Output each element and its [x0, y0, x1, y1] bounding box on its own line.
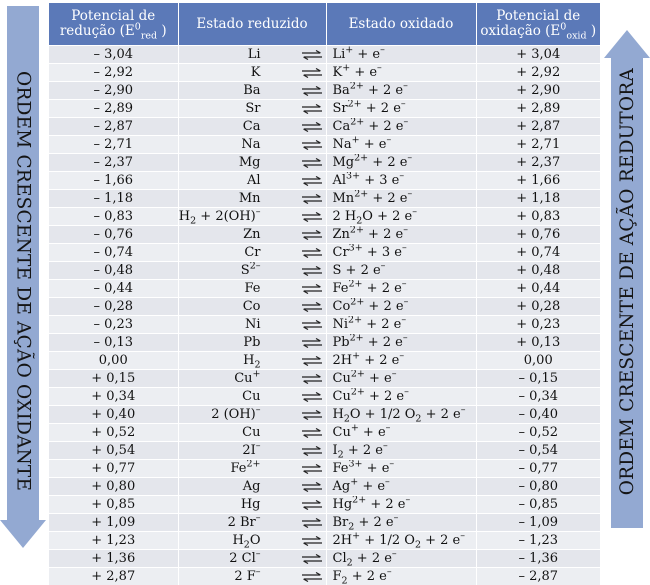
reduced-state-cell	[178, 262, 326, 280]
equilibrium-arrows-icon	[301, 302, 323, 312]
oxidized-state-cell	[326, 316, 476, 334]
header-col1-line2: redução (E	[60, 23, 135, 39]
oxidized-state-cell	[326, 226, 476, 244]
reduced-state-cell	[178, 226, 326, 244]
equilibrium-arrows-icon	[301, 176, 323, 186]
reduced-state-cell	[178, 478, 326, 496]
oxidized-species: $Cu^{2+} + 2$ e–	[327, 389, 409, 404]
reduced-species: 2 Br–	[228, 514, 261, 531]
reduced-state-cell	[178, 406, 326, 424]
reduced-species: Fe	[244, 280, 260, 297]
reduction-potential-cell: + 0,40	[49, 406, 178, 424]
oxidation-potential-cell: + 0,44	[476, 280, 600, 298]
reduced-state-cell	[178, 352, 326, 370]
header-col4-line2: oxidação (E	[480, 23, 560, 39]
table-row	[49, 136, 600, 154]
reduced-species: Li	[248, 46, 261, 63]
table-row	[49, 568, 600, 585]
oxidized-state-cell	[326, 550, 476, 568]
reduced-species: Cu	[242, 424, 260, 441]
reduction-potential-cell: + 0,80	[49, 478, 178, 496]
reduction-potential-cell: – 0,74	[49, 244, 178, 262]
reduced-species: 2 F–	[234, 568, 260, 585]
reduction-potential-cell: – 1,18	[49, 190, 178, 208]
table-row	[49, 370, 600, 388]
table-row	[49, 550, 600, 568]
table-row	[49, 64, 600, 82]
oxidation-potential-cell: + 2,92	[476, 64, 600, 82]
oxidized-species: $Cl_2 + 2$ e–	[327, 551, 397, 566]
table-row	[49, 46, 600, 64]
reduced-state-cell	[178, 190, 326, 208]
equilibrium-arrows-icon	[301, 230, 323, 240]
oxidation-potential-cell: – 1,36	[476, 550, 600, 568]
reduced-species: Na	[241, 136, 260, 153]
oxidation-potential-cell: 0,00	[476, 352, 600, 370]
oxidized-state-cell	[326, 460, 476, 478]
reduced-state-cell	[178, 388, 326, 406]
oxidized-species: $Ba^{2+} + 2$ e–	[327, 83, 408, 98]
equilibrium-arrows-icon	[301, 446, 323, 456]
equilibrium-arrows-icon	[301, 104, 323, 114]
reduced-state-cell	[178, 100, 326, 118]
oxidized-species: $F_2 + 2$ e–	[327, 569, 392, 584]
oxidized-state-cell	[326, 334, 476, 352]
header-col4-sub: oxid	[566, 31, 586, 42]
oxidized-species: $Mg^{2+} + 2$ e–	[327, 155, 413, 170]
equilibrium-arrows-icon	[301, 356, 323, 366]
oxidized-species: $Al^{3+} + 3$ e–	[327, 173, 405, 188]
equilibrium-arrows-icon	[301, 68, 323, 78]
reduced-state-cell	[178, 64, 326, 82]
table-row	[49, 388, 600, 406]
reduced-species: Cr	[244, 244, 260, 261]
reduced-species: Ca	[243, 118, 261, 135]
table-row	[49, 316, 600, 334]
reduction-potential-cell: – 2,90	[49, 82, 178, 100]
reduced-species: Pb	[243, 334, 260, 351]
table-row	[49, 208, 600, 226]
oxidation-potential-cell: – 0,15	[476, 370, 600, 388]
equilibrium-arrows-icon	[301, 518, 323, 528]
reduction-potential-cell: – 0,23	[49, 316, 178, 334]
equilibrium-arrows-icon	[301, 500, 323, 510]
oxidation-potential-cell: + 0,48	[476, 262, 600, 280]
equilibrium-arrows-icon	[301, 266, 323, 276]
reduced-species: Hg	[241, 496, 261, 513]
table-header-row	[49, 3, 600, 46]
oxidized-state-cell	[326, 406, 476, 424]
reduced-species: K	[251, 64, 261, 81]
oxidation-potential-cell: + 0,23	[476, 316, 600, 334]
oxidation-potential-cell: + 2,87	[476, 118, 600, 136]
right-arrow-label: ORDEM CRESCENTE DE AÇÃO REDUTORA	[617, 68, 638, 495]
equilibrium-arrows-icon	[301, 122, 323, 132]
oxidation-potential-cell: + 2,89	[476, 100, 600, 118]
oxidized-state-cell	[326, 442, 476, 460]
oxidized-species: $I_2 + 2$ e–	[327, 443, 388, 458]
reduced-state-cell	[178, 82, 326, 100]
reduced-state-cell	[178, 460, 326, 478]
table-row	[49, 118, 600, 136]
reduction-potential-cell: + 0,54	[49, 442, 178, 460]
reduced-state-cell	[178, 424, 326, 442]
oxidized-state-cell	[326, 82, 476, 100]
reduced-species: Zn	[243, 226, 260, 243]
reduction-potential-cell: + 0,52	[49, 424, 178, 442]
oxidation-potential-cell: + 1,18	[476, 190, 600, 208]
oxidized-species: $Fe^{3+} + e^-$	[327, 461, 395, 476]
reduction-potential-cell: + 1,36	[49, 550, 178, 568]
equilibrium-arrows-icon	[301, 140, 323, 150]
reduced-state-cell	[178, 316, 326, 334]
oxidation-potential-cell: – 0,85	[476, 496, 600, 514]
table-row	[49, 478, 600, 496]
oxidized-species: $Pb^{2+} + 2$ e–	[327, 335, 408, 350]
table-row	[49, 172, 600, 190]
electrode-potential-table	[49, 3, 600, 585]
oxidized-state-cell	[326, 46, 476, 64]
oxidized-state-cell	[326, 208, 476, 226]
reduced-species: $H_2O$	[232, 532, 260, 549]
oxidized-state-cell	[326, 154, 476, 172]
reduced-species: Cu+	[234, 370, 260, 387]
reduction-potential-cell: – 2,87	[49, 118, 178, 136]
reduced-species: Ag	[243, 478, 261, 495]
table-row	[49, 100, 600, 118]
table-row	[49, 352, 600, 370]
table-row	[49, 424, 600, 442]
oxidized-state-cell	[326, 64, 476, 82]
reduced-state-cell	[178, 136, 326, 154]
reduction-potential-cell: – 0,48	[49, 262, 178, 280]
equilibrium-arrows-icon	[301, 284, 323, 294]
reduced-species: $H_2$	[243, 352, 260, 369]
equilibrium-arrows-icon	[301, 86, 323, 96]
reduced-species: Mg	[239, 154, 261, 171]
header-col4-line1: Potencial de	[496, 8, 580, 24]
oxidized-species: $Cu^{2+} + e^-$	[327, 371, 397, 386]
reduction-potential-cell: + 0,85	[49, 496, 178, 514]
reduced-species: 2 (OH)–	[211, 406, 260, 423]
header-oxidation-potential	[476, 3, 600, 46]
oxidized-state-cell	[326, 496, 476, 514]
equilibrium-arrows-icon	[301, 338, 323, 348]
oxidized-state-cell	[326, 100, 476, 118]
equilibrium-arrows-icon	[301, 392, 323, 402]
oxidized-state-cell	[326, 262, 476, 280]
table-row	[49, 532, 600, 550]
table-row	[49, 82, 600, 100]
reduced-state-cell	[178, 154, 326, 172]
reduced-species: Co	[243, 298, 261, 315]
reduction-potential-cell: – 3,04	[49, 46, 178, 64]
oxidized-state-cell	[326, 514, 476, 532]
table-row	[49, 244, 600, 262]
reduced-species: 2I–	[242, 442, 260, 459]
oxidized-state-cell	[326, 388, 476, 406]
equilibrium-arrows-icon	[301, 572, 323, 582]
oxidized-species: $Fe^{2+} + 2$ e–	[327, 281, 407, 296]
header-col1-line1: Potencial de	[71, 8, 155, 24]
oxidized-state-cell	[326, 532, 476, 550]
reducing-order-arrow	[604, 0, 650, 563]
reduced-species: Sr	[245, 100, 260, 117]
reduced-state-cell	[178, 172, 326, 190]
oxidized-species: K+ + e–	[327, 65, 382, 80]
oxidation-potential-cell: – 0,77	[476, 460, 600, 478]
reduction-potential-cell: + 0,34	[49, 388, 178, 406]
header-col4-close: )	[587, 23, 597, 39]
reduced-species: Ba	[243, 82, 260, 99]
equilibrium-arrows-icon	[301, 482, 323, 492]
oxidation-potential-cell: – 0,80	[476, 478, 600, 496]
oxidation-potential-cell: + 0,76	[476, 226, 600, 244]
reduced-species: Mn	[239, 190, 261, 207]
oxidized-state-cell	[326, 136, 476, 154]
oxidized-species: Ag+ + e–	[327, 479, 390, 494]
oxidized-species: 2 $H_2O + 2$ e–	[327, 209, 417, 224]
oxidized-species: $Mn^{2+} + 2$ e–	[327, 191, 413, 206]
table-row	[49, 334, 600, 352]
reduction-potential-cell: – 0,28	[49, 298, 178, 316]
reduction-potential-cell: 0,00	[49, 352, 178, 370]
equilibrium-arrows-icon	[301, 212, 323, 222]
oxidized-state-cell	[326, 190, 476, 208]
oxidized-state-cell	[326, 244, 476, 262]
reduction-potential-cell: – 0,83	[49, 208, 178, 226]
oxidized-species: 2H+ + 1/2 $O_2 + 2$ e–	[327, 533, 466, 548]
oxidized-species: $Br_2 + 2$ e–	[327, 515, 399, 530]
table-row	[49, 406, 600, 424]
oxidized-state-cell	[326, 568, 476, 585]
oxidation-potential-cell: + 1,66	[476, 172, 600, 190]
oxidized-state-cell	[326, 172, 476, 190]
oxidized-species: $Cr^{3+} + 3$ e–	[327, 245, 407, 260]
oxidation-potential-cell: – 2,87	[476, 568, 600, 585]
reduced-state-cell	[178, 532, 326, 550]
reduction-potential-cell: – 0,76	[49, 226, 178, 244]
table-row	[49, 154, 600, 172]
reduction-potential-cell: – 2,89	[49, 100, 178, 118]
oxidizing-order-arrow	[0, 0, 46, 563]
oxidation-potential-cell: – 0,54	[476, 442, 600, 460]
oxidized-species: 2H+ + 2 e–	[327, 353, 405, 368]
table-row	[49, 190, 600, 208]
reduced-species: $S^{2-}$	[241, 262, 261, 279]
table-row	[49, 514, 600, 532]
reduction-potential-cell: – 0,44	[49, 280, 178, 298]
oxidized-state-cell	[326, 424, 476, 442]
oxidized-species: S + 2 e–	[327, 263, 386, 278]
left-arrow-label: ORDEM CRESCENTE DE AÇÃO OXIDANTE	[13, 71, 34, 491]
oxidized-state-cell	[326, 352, 476, 370]
header-col1-close: )	[157, 23, 167, 39]
reduced-state-cell	[178, 496, 326, 514]
oxidized-species: $Hg^{2+} + 2$ e–	[327, 497, 411, 512]
reduced-state-cell	[178, 370, 326, 388]
oxidized-species: $Zn^{2+} + 2$ e–	[327, 227, 408, 242]
reduced-state-cell	[178, 118, 326, 136]
reduced-state-cell	[178, 298, 326, 316]
oxidation-potential-cell: + 0,83	[476, 208, 600, 226]
reduction-potential-cell: + 2,87	[49, 568, 178, 585]
oxidation-potential-cell: – 1,23	[476, 532, 600, 550]
oxidized-state-cell	[326, 298, 476, 316]
table-row	[49, 280, 600, 298]
oxidation-potential-cell: – 0,40	[476, 406, 600, 424]
oxidation-potential-cell: – 0,52	[476, 424, 600, 442]
reduced-state-cell	[178, 514, 326, 532]
table-row	[49, 298, 600, 316]
reduced-state-cell	[178, 46, 326, 64]
equilibrium-arrows-icon	[301, 248, 323, 258]
equilibrium-arrows-icon	[301, 320, 323, 330]
reduction-potential-cell: – 2,71	[49, 136, 178, 154]
oxidation-potential-cell: + 2,37	[476, 154, 600, 172]
equilibrium-arrows-icon	[301, 428, 323, 438]
oxidized-species: $H_2O + 1/2$ $O_2 + 2$ e–	[327, 407, 466, 422]
reduced-species: Cu	[242, 388, 260, 405]
oxidized-state-cell	[326, 478, 476, 496]
equilibrium-arrows-icon	[301, 50, 323, 60]
oxidized-species: $Sr^{2+} + 2$ e–	[327, 101, 406, 116]
reduced-state-cell	[178, 280, 326, 298]
reduced-species: Al	[247, 172, 261, 189]
oxidized-state-cell	[326, 118, 476, 136]
reduced-state-cell	[178, 244, 326, 262]
oxidized-species: Cu+ + e–	[327, 425, 391, 440]
oxidation-potential-cell: + 3,04	[476, 46, 600, 64]
reduced-state-cell	[178, 334, 326, 352]
equilibrium-arrows-icon	[301, 464, 323, 474]
table-row	[49, 496, 600, 514]
oxidized-species: Li+ + e–	[327, 47, 385, 62]
oxidation-potential-cell: + 0,74	[476, 244, 600, 262]
header-reduction-potential	[49, 3, 178, 46]
header-col1-sub: red	[141, 31, 157, 42]
oxidized-state-cell	[326, 370, 476, 388]
reduction-potential-cell: + 1,09	[49, 514, 178, 532]
oxidized-state-cell	[326, 280, 476, 298]
reduction-potential-cell: + 1,23	[49, 532, 178, 550]
equilibrium-arrows-icon	[301, 194, 323, 204]
reduction-potential-cell: – 2,92	[49, 64, 178, 82]
table-row	[49, 226, 600, 244]
oxidized-species: $Ni^{2+} + 2$ e–	[327, 317, 407, 332]
reduced-state-cell	[178, 568, 326, 585]
oxidized-species: Na+ + e–	[327, 137, 392, 152]
oxidation-potential-cell: + 2,90	[476, 82, 600, 100]
oxidation-potential-cell: – 1,09	[476, 514, 600, 532]
equilibrium-arrows-icon	[301, 536, 323, 546]
reduced-state-cell	[178, 442, 326, 460]
header-reduced-state: Estado reduzido	[178, 3, 326, 46]
reduction-potential-cell: + 0,15	[49, 370, 178, 388]
oxidation-potential-cell: + 2,71	[476, 136, 600, 154]
header-oxidized-state: Estado oxidado	[326, 3, 476, 46]
reduction-potential-cell: – 2,37	[49, 154, 178, 172]
equilibrium-arrows-icon	[301, 158, 323, 168]
table-row	[49, 442, 600, 460]
reduced-species: $Fe^{2+}$	[230, 460, 260, 477]
reduced-state-cell	[178, 208, 326, 226]
reduction-potential-cell: + 0,77	[49, 460, 178, 478]
table-row	[49, 460, 600, 478]
oxidation-potential-cell: – 0,34	[476, 388, 600, 406]
header-col4-sup: 0	[560, 22, 566, 33]
equilibrium-arrows-icon	[301, 374, 323, 384]
oxidized-species: $Co^{2+} + 2$ e–	[327, 299, 409, 314]
equilibrium-arrows-icon	[301, 410, 323, 420]
table-row	[49, 262, 600, 280]
reduced-state-cell	[178, 550, 326, 568]
reduced-species: 2 Cl–	[229, 550, 260, 567]
reduced-species: Ni	[245, 316, 261, 333]
header-col1-sup: 0	[135, 22, 141, 33]
oxidized-species: $Ca^{2+} + 2$ e–	[327, 119, 409, 134]
reduction-potential-cell: – 0,13	[49, 334, 178, 352]
reduced-species: $H_2 + 2(OH)^-$	[179, 208, 261, 225]
reduction-potential-cell: – 1,66	[49, 172, 178, 190]
oxidation-potential-cell: + 0,13	[476, 334, 600, 352]
oxidation-potential-cell: + 0,28	[476, 298, 600, 316]
